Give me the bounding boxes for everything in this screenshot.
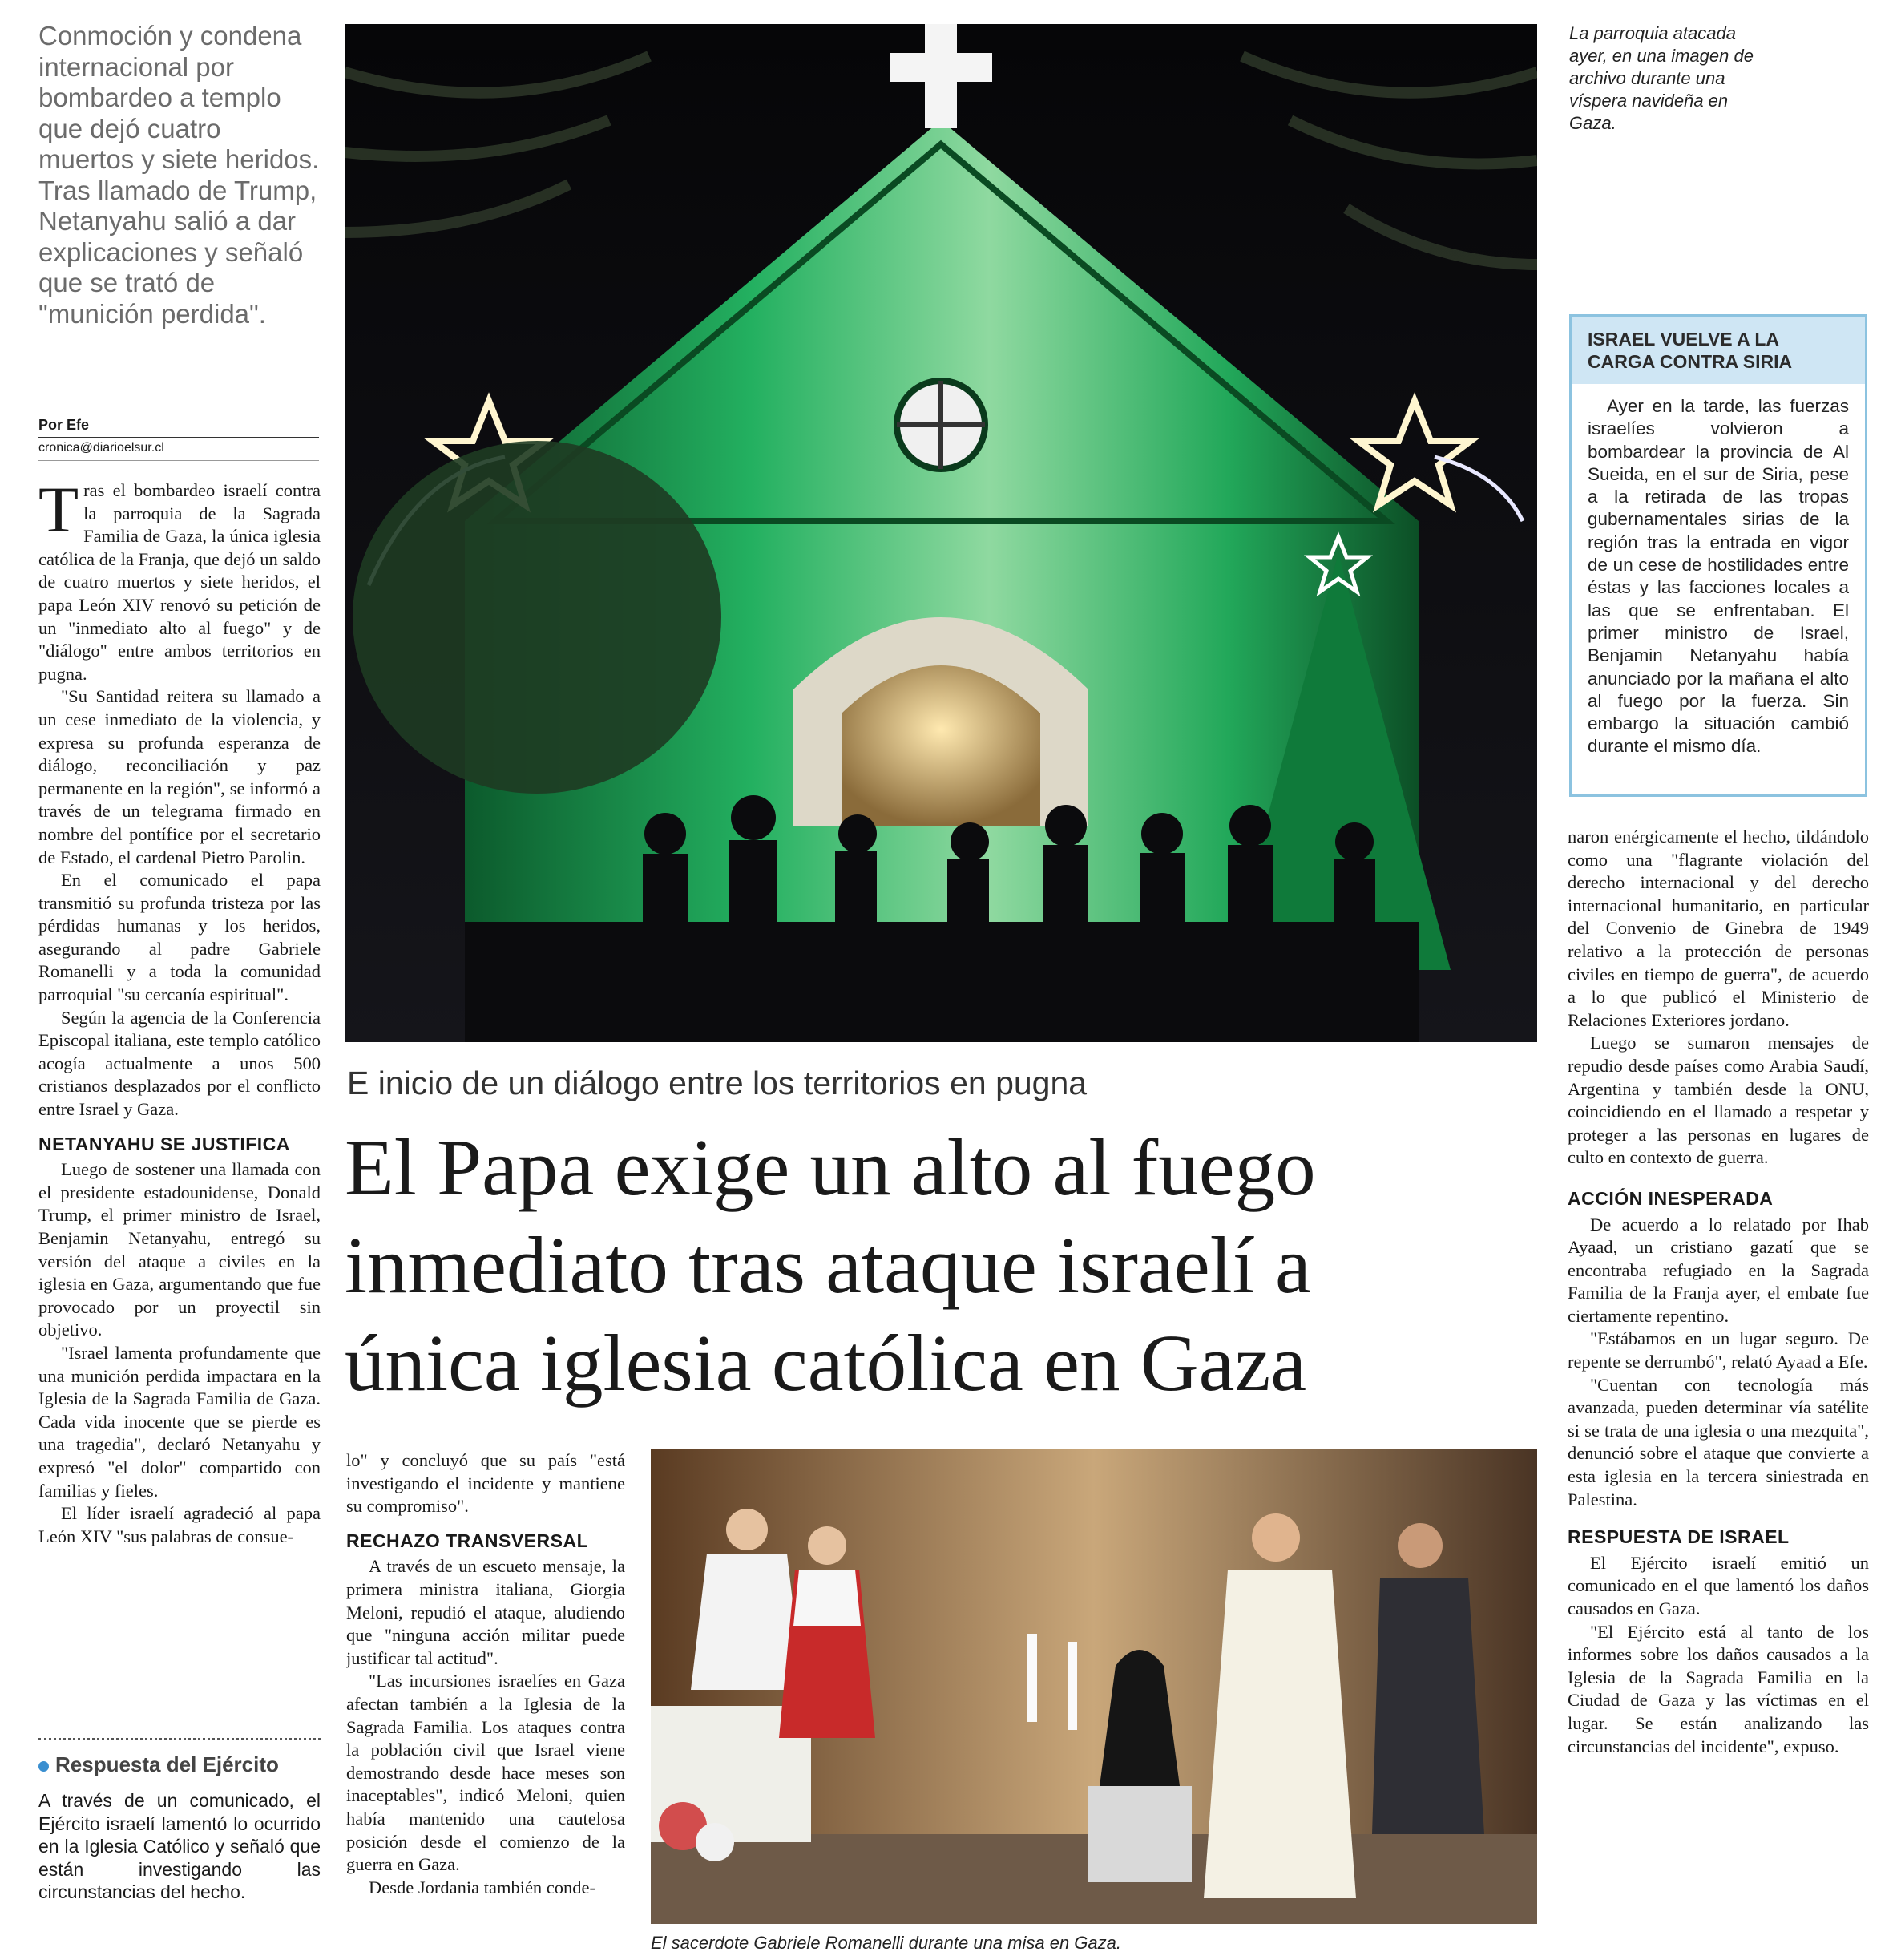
lead-summary: Conmoción y condena internacional por bombardeo a templo que dejó cuatro muertos y siete heridos. Tras llamado de Trump, Netanyahu salió a dar explicaciones y señaló que se trató de "munición perdida". [38,21,320,329]
subheading: NETANYAHU SE JUSTIFICA [38,1133,290,1154]
paragraph: "El Ejército está al tanto de los informes sobre los daños causados a la Iglesia de la Sagrada Familia en la Ciudad de Gaza y las víctimas en el lugar. Se están analizando las circunstancias del incidente", expuso. [1568,1621,1869,1756]
syria-box-title: ISRAEL VUELVE A LA CARGA CONTRA SIRIA [1572,317,1865,384]
paragraph: ras el bombardeo israelí contra la parroquia de la Sagrada Familia de Gaza, la única iglesia católica de la Franja, que dejó un saldo de cuatro muertos y siete heridos, el papa León XIV renovó su petición de un "inmediato alto al fuego" y de "diálogo" entre ambos territorios en pugna. [38,480,321,684]
paragraph: "Las incursiones israelíes en Gaza afectan también a la Iglesia de la Sagrada Familia. Los ataques contra la población civil que Israel viene demostrando desde hace meses son inaceptables", indicó Meloni, quien había mantenido una cautelosa posición desde el comienzo de la guerra en Gaza. [346,1671,625,1875]
article-column-2 [346,1449,625,1954]
paragraph: lo" y concluyó que su país "está investigando el incidente y mantiene su compromiso". [346,1450,625,1517]
article-column-1 [38,479,321,1634]
paragraph: A través de un escueto mensaje, la primera ministra italiana, Giorgia Meloni, repudió el ataque, aludiendo que "ninguna acción militar puede justificar tal actitud". [346,1556,625,1668]
subheading: RECHAZO TRANSVERSAL [346,1530,589,1551]
paragraph: De acuerdo a lo relatado por Ihab Ayaad, un cristiano gazatí que se encontraba refugiado en la Sagrada Familia de la Franja ayer, el embate fue ciertamente repentino. [1568,1214,1869,1326]
paragraph: "Cuentan con tecnología más avanzada, pueden determinar vía satélite si se trata de una iglesia o una mezquita", denunció sobre el ataque que convierte a esta iglesia en la tercera siniestrada en Palestina. [1568,1374,1869,1509]
subheading: RESPUESTA DE ISRAEL [1568,1526,1790,1548]
syria-box [1569,314,1867,797]
paragraph: El líder israelí agradeció al papa León XIV "sus palabras de consue- [38,1503,321,1546]
dotted-divider [38,1738,321,1740]
dropcap: T [38,479,79,546]
mass-photo [651,1449,1537,1924]
paragraph: "Estábamos en un lugar seguro. De repente se derrumbó", relató Ayaad a Efe. [1568,1328,1869,1372]
paragraph: Según la agencia de la Conferencia Episcopal italiana, este templo católico acogía actualmente a unos 500 cristianos desplazados por el conflicto entre Israel y Gaza. [38,1007,321,1120]
article-column-3 [1568,826,1869,1956]
headline-line-2: inmediato tras ataque israelí a [345,1220,1311,1310]
side-box-text: A través de un comunicado, el Ejército israelí lamentó lo ocurrido en la Iglesia Católico y señaló que están investigando las circunstancias del hecho. [38,1790,321,1902]
paragraph: El Ejército israelí emitió un comunicado en el que lamentó los daños causados en Gaza. [1568,1552,1869,1619]
paragraph: En el comunicado el papa transmitió su profunda tristeza por las pérdidas humanas y los heridos, asegurando al padre Gabriele Romanelli y a toda la comunidad parroquial "su cercanía espiritual". [38,870,321,1005]
paragraph: Luego se sumaron mensajes de repudio desde países como Arabia Saudí, Argentina y también desde la ONU, coincidiendo en el llamado a respetar y proteger a las personas en lugares de culto en contexto de guerra. [1568,1033,1869,1168]
byline-email[interactable]: cronica@diarioelsur.cl [38,441,319,461]
headline [345,1118,1547,1412]
paragraph: "Israel lamenta profundamente que una munición perdida impactara en la Iglesia de la Sagrada Familia de Gaza. Cada vida inocente que se pierde es una tragedia", declaró Netanyahu y expresó "el dolor" compartido con familias y fieles. [38,1342,321,1501]
subheading: ACCIÓN INESPERADA [1568,1187,1774,1209]
paragraph: naron enérgicamente el hecho, tildándolo como una "flagrante violación del derecho internacional y del derecho internacional humanitario, en particular del Convenio de Ginebra de 1949 relativo a la protección de personas civiles en tiempo de guerra", de acuerdo a lo que publicó el Ministerio de Relaciones Exteriores jordano. [1568,826,1869,1030]
church-photo [345,24,1537,1042]
mass-illustration [651,1449,1537,1924]
syria-box-text: Ayer en la tarde, las fuerzas israelíes volvieron a bombardear la provincia de Al Sueida, en el sur de Siria, pese a la retirada de las tropas gubernamentales sirias de la región tras la entrada en vigor de un cese de hostilidades entre éstas y las facciones locales a las que se enfrentaban. El primer ministro de Israel, Benjamin Netanyahu había anunciado por la mañana el alto al fuego por la fuerza. Sin embargo la situación cambió durante el mismo día. [1588,396,1849,757]
headline-line-1: El Papa exige un alto al fuego [345,1122,1316,1212]
byline: Por Efe [38,417,319,438]
kicker: E inicio de un diálogo entre los territorios en pugna [347,1065,1088,1101]
side-box-title: Respuesta del Ejército [38,1752,321,1777]
paragraph: Luego de sostener una llamada con el presidente estadounidense, Donald Trump, el primer ministro de Israel, Benjamin Netanyahu, entregó su versión del ataque a civiles en la iglesia en Gaza, argumentando que fue provocado por un proyectil sin objetivo. [38,1159,321,1340]
paragraph: "Su Santidad reitera su llamado a un cese inmediato de la violencia, y expresa su profunda esperanza de diálogo, reconciliación y paz permanente en la región", se informó a través de un telegrama firmado en nombre del pontífice por el secretario de Estado, el cardenal Pietro Parolin. [38,686,321,867]
church-illustration [345,24,1537,1042]
paragraph: Desde Jordania también conde- [369,1877,596,1897]
photo-caption-main: La parroquia atacada ayer, en una imagen de archivo durante una víspera navideña en Gaza. [1569,23,1754,133]
headline-line-3: única iglesia católica en Gaza [345,1318,1307,1408]
bullet-icon [38,1761,49,1772]
photo-caption-second: El sacerdote Gabriele Romanelli durante una misa en Gaza. [651,1933,1121,1953]
